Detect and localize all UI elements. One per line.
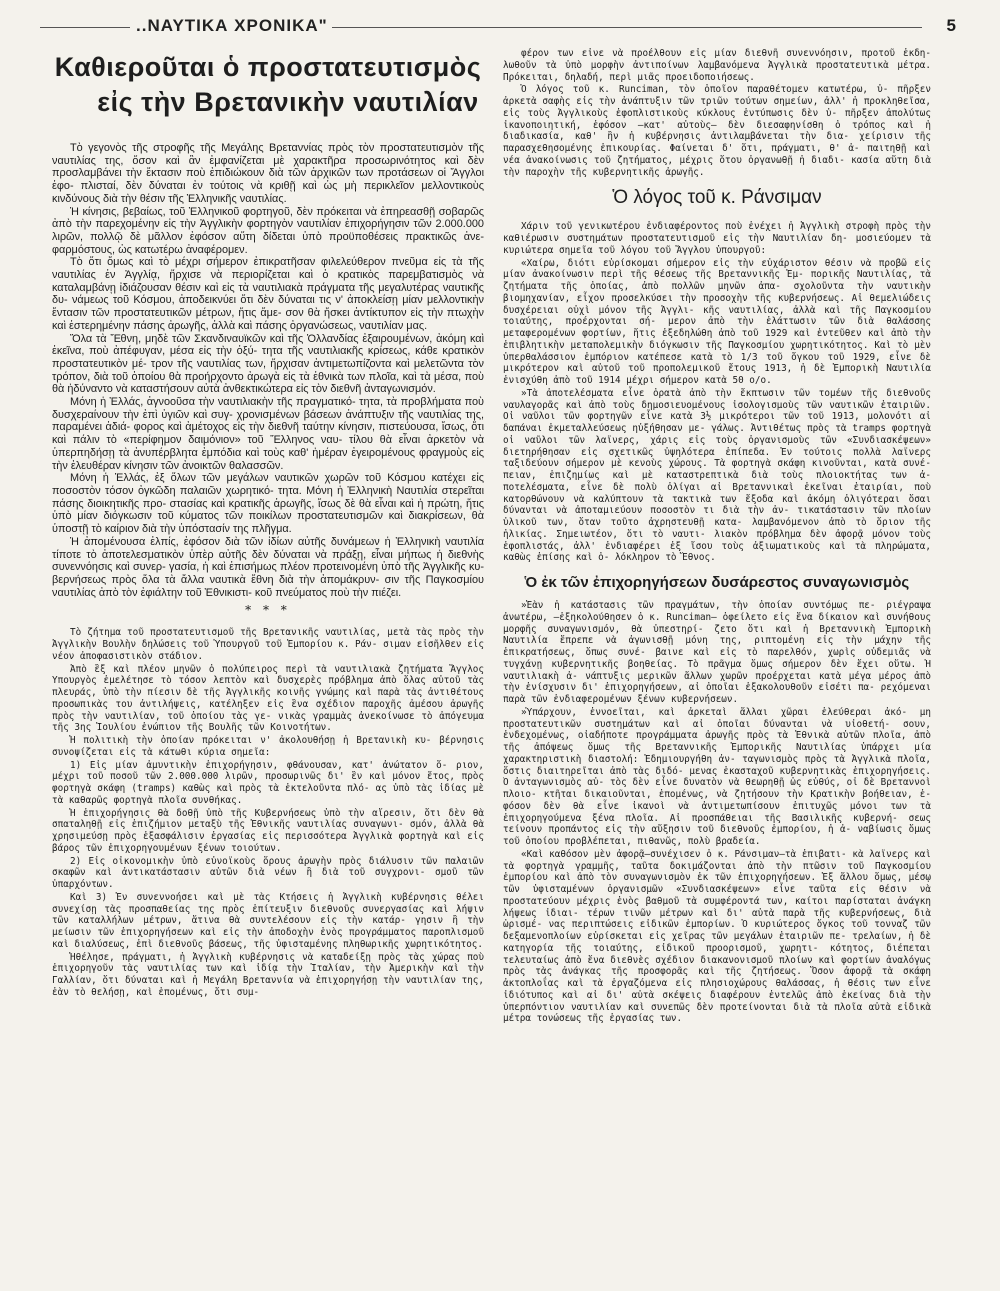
body-paragraph: Ἀπὸ ἓξ καὶ πλέον μηνῶν ὁ πολύπειρος περὶ τὰ ναυτιλιακὰ ζητήματα Ἄγγλος Ὑπουργὸς ἐμελέτησε τὸ τόσον λεπτὸν καὶ δυσχερὲς πρόβλημα ἀπὸ ὅλας αὐτοῦ τὰς πλευράς, ὑπὸ τὴν πίεσιν δὲ τῆς Ἀγγλικῆς κοινῆς γνώμης καὶ παρὰ τὰς ἀντιθέτους προσωπικὰς του ἀντιλήψεις, κατέληξεν εἰς ἓνα σχέδιον παροχῆς ἀμέσου ἀρωγῆς πρὸς τὴν ναυτιλίαν, τοῦ ὁποίου τὰς γε- νικὰς γραμμὰς ἀνεκοίνωσε τὸ ἀπόγευμα τῆς 3ης Ἰουλίου ἐνώπιον τῆς Βουλῆς τῶν Κοινοτήτων. [52,663,484,734]
body-paragraph: Τὸ ζήτημα τοῦ προστατευτισμοῦ τῆς Βρετανικῆς ναυτιλίας, μετὰ τὰς πρὸς τὴν Ἀγγλικὴν Βουλὴν δηλώσεις τοῦ Ὑπουργοῦ τοῦ Ἐμπορίου κ. Ράν- σιμαν εἰσῆλθεν εἰς νέον ἀποφασιστικὸν στάδιον. [52,627,484,662]
intro-paragraph: Ὅλα τὰ Ἔθνη, μηδὲ τῶν Σκανδιναυϊκῶν καὶ τῆς Ὁλλανδίας ἐξαιρουμένων, ἀκόμη καὶ ἐκεῖνα, ποὺ ἀπέφυγαν, μέσα εἰς τὴν ὀξύ- τητα τῆς ναυτιλιακῆς κρίσεως, κάθε κρατικὸν προστατευτικὸν μέ- τρον τῆς ναυτιλίας των, ἤρχισαν ἀντιμετωπίζοντα καὶ μελετῶντα τὸν τρόπον, διὰ τοῦ ὁποίου θὰ προήρχοντο ἀρωγὰ εἰς τὰ ἐθνικὰ των πλοῖα, καὶ τὰ μέσα, ποὺ θὰ ἠδύναντο νὰ καταστήσουν αὐτὰ ἀνθεκτικώτερα εἰς τὸν διεθνῆ ἀνταγωνισμόν. [52,332,484,396]
masthead: ..ΝΑΥΤΙΚΑ ΧΡΟΝΙΚΑ" [136,16,328,35]
speech-heading: Ὁ λόγος τοῦ κ. Ράνσιμαν [612,187,822,209]
body-paragraph: φέρον των εἶνε νὰ προέλθουν εἰς μίαν διεθνῆ συνεννόησιν, προτοῦ ἐκδη- λωθοῦν τὰ ὑπὸ μορφὴν ἀντιποίνων λαμβανόμενα Ἀγγλικὰ προστατευτικὰ μέτρα. Πρόκειται, δηλαδή, περὶ μιᾶς προειδοποιήσεως. [503,48,931,83]
left-column [52,48,484,1278]
article-title [52,50,484,120]
title-line-2: εἰς τὴν Βρετανικὴν ναυτιλίαν [97,87,479,117]
body-paragraph: Καὶ 3) Ἐν συνεννοήσει καὶ μὲ τὰς Κτήσεις ἡ Ἀγγλικὴ κυβέρνησις θέλει συνεχίσῃ τὰς προσπαθείας της πρὸς ἐπίτευξιν διεθνοῦς συνεργασίας καὶ λήψιν τῶν καταλλήλων μέτρων, ἅτινα θὰ συντελέσουν εἰς τὴν κατάρ- γησιν ἢ τὴν μείωσιν τῶν ἐπιχορηγήσεων καὶ εἰς τὴν ἀποδοχὴν ἑνὸς προγράμματος παροπλισμοῦ καὶ διαλύσεως, ἐπὶ διεθνοῦς βάσεως, τῆς ὑφισταμένης πληθωρικῆς χωρητικότητος. [52,891,484,950]
body-paragraph: «Καὶ καθόσον μὲν ἀφορᾷ—συνέχισεν ὁ κ. Ράνσιμαν—τὰ ἐπιβατι- κὰ λαϊνερς καὶ τὰ φορτηγὰ γραμμῆς, ταῦτα δοκιμάζονται ἀπὸ τὴν πτῶσιν τοῦ Παγκοσμίου ἐμπορίου καὶ ἀπὸ τὸν συναγωνισμὸν ἐκ τῶν ἐπιχορηγήσεων. Ἐξ ἄλλου ὅμως, μέσῳ τῶν ὑφισταμένων ὀργανισμῶν «Συνδιασκέψεων» εἶνε ταῦτα εἰς θέσιν νὰ προστατεύουν μέχρις ἑνὸς βαθμοῦ τὰ συμφέροντά των, καίτοι παρίσταται ἀνάγκη λήψεως ἰδιαι- τέρων τινῶν μέτρων καὶ δι' αὐτὰ παρὰ τῆς κυβερνήσεως, διὰ ὡρισμέ- νας περιπτώσεις εἰδικῶν ἐμπορίων. Ὁ κυριώτερος ὄγκος τοῦ τονναζ τῶν δεξαμενοπλοίων εὑρίσκεται εἰς χεῖρας τῶν μεγάλων ἑταιριῶν πε- τρελαίων, ἡ δὲ κατηγορία τῆς τοιαύτης, εἰδικοῦ προορισμοῦ, χωρητι- κότητος, διέπεται τελευταίως ἀπὸ ἕνα διεθνὲς σχέδιον διακανονισμοῦ πλοίων καὶ φορτίων ἀναλόγως πρὸς τὰς ἀνάγκας τῆς προσφορᾶς καὶ τῆς ζητήσεως. Ὅσον ἀφορᾷ τὰ σκάφη ἀκτοπλοΐας καὶ τὰ ἐργαζόμενα εἰς πλησιοχώρους θαλάσσας, ἡ θέσις των εἶνε ἰδιότυπος καὶ αἱ δι' αὐτὰ σκέψεις διαφέρουν ἐντελῶς ἀπὸ ἐκείνας διὰ τὴν ὑπερπόντιον ναυτιλίαν καὶ συνεπῶς δὲν προτείνονται διὰ τὰ πλοῖα αὐτὰ εἰδικὰ μέτρα τονώσεως τῆς ἐργασίας των. [503,848,931,1025]
body-paragraph: 1) Εἰς μίαν ἀμυντικὴν ἐπιχορήγησιν, φθάνουσαν, κατ' ἀνώτατον ὅ- ριον, μέχρι τοῦ ποσοῦ τῶν 2.000.000 λιρῶν, προσωρινῶς δι' ἓν καὶ μόνον ἔτος, πρὸς φορτηγὰ σκάφη (tramps) καθὼς καὶ πρὸς τὰ ἐκτελοῦντα πλό- ας ὑπὸ τὰς ἰδίας μὲ τὰ καθαρῶς φορτηγὰ πλοῖα συνθήκας. [52,759,484,806]
intro-paragraph: Τὸ ὅτι ὅμως καὶ τὸ μέχρι σήμερον ἐπικρατῆσαν φιλελεύθερον πνεῦμα εἰς τὰ τῆς ναυτιλίας ἐν Ἀγγλίᾳ, ἤρχισε νὰ περιορίζεται καὶ ὁ κρατικὸς παρεμβατισμὸς νὰ καταλαμβάνῃ ἰδιάζουσαν θέσιν καὶ εἰς τὰ ναυτιλιακὰ πράγματα τῆς μεγαλυτέρας ναυτικῆς δυ- νάμεως τοῦ Κόσμου, ἀποδεικνύει ὅτι δὲν δύναται τις ν' ἀποκλείσῃ μίαν μελλοντικὴν ἔντασιν τῶν προστατευτικῶν μέτρων, ἥτις ἄμε- σον θὰ ἤσκει ἀντίκτυπον εἰς τὴν πτωχὴν καὶ ἐστερημένην πάσης ἀρωγῆς, ἀλλὰ καὶ πάσης ὀργανώσεως, ναυτιλίαν μας. [52,256,484,332]
body-paragraph: »Ὑπάρχουν, ἐννοεῖται, καὶ ἀρκεταὶ ἄλλαι χῶραι ἐλεύθεραι ἀκό- μη προστατευτικῶν συστημάτων καὶ αἱ ὁποῖαι δύνανται νὰ υἱοθετή- σουν, ἐνδεχομένως, οἱαδήποτε προγράμματα ἀρωγῆς πρὸς τὰ Ἐθνικὰ αὐτῶν πλοῖα, ἀπὸ τῆς ἀπόψεως ὅμως τῆς Βρεταννικῆς Ἐμπορικῆς Ναυτιλίας ὑπάρχει μία χαρακτηριστικὴ διαστολή: Ἐδημιουργήθη ἀν- ταγωνισμὸς πρὸς τὰ Ἀγγλικὰ πλοῖα, ὅστις διαιτηρεῖται ἀπὸ τὰς διδό- μενας ἑκασταχοῦ κυβερνητικὰς ἐπιχορηγήσεις. Ὁ ἀνταγωνισμὸς αὐ- τὸς δὲν εἶνε δυνατὸν νὰ θεωρηθῇ ὡς εὐθύς, οἱ δὲ Βρεταννοὶ πλοιο- κτῆται δικαιοῦνται, ἑπομένως, νὰ ζητήσουν τὴν Κρατικὴν βοήθειαν, ἐ- φόσον δὲν θὰ εἶνε ἱκανοὶ νὰ ἀντιμετωπίσουν ἐπιτυχῶς μόνοι των τὰ ἐπιχορηγούμενα ξένα πλοῖα. Αἱ προσπάθειαι τῆς Βασιλικῆς κυβερνή- σεως τείνουν προπάντος εἰς τὴν αὔξησιν τοῦ διεθνοῦς ἐμπορίου, ἡ ἀ- ναβίωσις ὅμως τοῦ ὁποίου προβλέπεται, πιθανῶς, πολὺ βραδεία. [503,706,931,847]
right-column [503,48,931,1278]
body-paragraph: »Τὰ ἀποτελέσματα εἶνε ὁρατὰ ἀπὸ τὴν ἔκπτωσιν τῶν τομέων τῆς διεθνοῦς ναυλαγορᾶς καὶ ἀπὸ τοὺς δημοσιευομένους ἰσολογισμοὺς τῶν ναυτικῶν ἑταιριῶν. Οἱ ναῦλοι τῶν φορτηγῶν εἶνε κατὰ 3½ μικρότεροι τῶν τοῦ 1913, μολονότι αἱ δαπάναι ἐκμεταλλεύσεως ηὐξήθησαν με- γάλως. Ἀντιθέτως πρὸς τὰ tramps φορτηγὰ οἱ ναῦλοι τῶν λαϊνερς, χάρις εἰς τοὺς ὀργανισμοὺς τῶν «Συνδιασκέψεων» διετηρήθησαν εἰς σχετικῶς ὑψηλότερα ἐπίπεδα. Ἐν τούτοις πολλὰ λαϊνερς ταξιδεύουν σήμερον μὲ κενοὺς χώρους. Τὰ φορτηγὰ σκάφη κινοῦνται, κατὰ συνέ- πειαν, ἐπιζημίως καὶ μὲ καταστρεπτικὰ διὰ τοὺς πλοιοκτήτας των ἀ- ποτελέσματα, εἶνε δὲ πολὺ ὀλίγαι αἱ Βρεταννικαὶ ἐκεῖναι ἑταιρίαι, ποὺ κατορθώνουν νὰ καλύπτουν τὰ τακτικὰ των ἔξοδα καὶ ἀκόμη ὀλιγότεραι ὅσαι δύνανται νὰ ἀποταμιεύουν ποσοστὸν τι διὰ τὴν ἀν- τικατάστασιν τῶν πλοίων ὑλικοῦ των, ὅταν τοῦτο ἀχρηστευθῇ κατα- λαμβανόμενον ἀπὸ τὸ ὅριον τῆς ἡλικίας. Σημειωτέον, ὅτι τὸ ναυτι- λιακὸν πρόβλημα δὲν ἀφορᾷ μόνον τοὺς ἐφοπλιστάς, ἀλλ' ἐνδιαφέρει ἐξ ἴσου τοὺς ἀξιωματικοὺς καὶ τὰ πληρώματα, καθὼς ἐπίσης καὶ ὁ- λόκληρον τὸ Ἔθνος. [503,387,931,564]
intro-paragraph: Τὸ γεγονὸς τῆς στροφῆς τῆς Μεγάλης Βρεταννίας πρὸς τὸν προστατευτισμὸν τῆς ναυτιλίας της, ὅσον καὶ ἂν ἐμφανίζεται μὲ χαρακτῆρα προσωρινότητος καὶ δὲν προσλαμβάνει τὴν ἔκτασιν ποὺ ἐπιδιώκουν διὰ τῶν ἀρχικῶν των προτάσεων οἱ Ἄγγλοι ἐφο- πλισταί, δὲν δύναται ἐν τούτοις νὰ κριθῇ καὶ ὡς μὴ περικλεῖον μελλοντικοὺς κινδύνους διὰ τὴν θέσιν τῆς Ἑλληνικῆς ναυτιλίας. [52,142,484,205]
intro-paragraph: Ἡ κίνησις, βεβαίως, τοῦ Ἑλληνικοῦ φορτηγοῦ, δὲν πρόκειται νὰ ἐπηρεασθῇ σοβαρῶς ἀπὸ τὴν παρεχομένην εἰς τὴν Ἀγγλικὴν φορτηγὸν ναυτιλίαν ἐπιχορήγησιν τῶν 2.000.000 λιρῶν, πολλῷ δὲ μᾶλλον ἐφόσον αὕτη δίδεται ὑπὸ προϋποθέσεις πρακτικῶς ἀνε- φαρμόστους, ὡς κατωτέρω ἀναφέρομεν. [52,205,484,256]
title-line-1: Καθιεροῦται ὁ προστατευτισμὸς [54,52,482,82]
body-paragraph: Χάριν τοῦ γενικωτέρου ἐνδιαφέροντος ποὺ ἐνέχει ἡ Ἀγγλικὴ στροφὴ πρὸς τὴν καθιέρωσιν συστημάτων προστατευτισμοῦ εἰς τὴν Ναυτιλίαν δη- μοσιεύομεν τὰ κυριώτερα σημεῖα τοῦ λόγου τοῦ Ἄγγλου ὑπουργοῦ: [503,221,931,256]
body-paragraph: «Χαίρω, διότι εὑρίσκομαι σήμερον εἰς τὴν εὐχάριστον θέσιν νὰ προβῶ εἰς μίαν ἀνακοίνωσιν περὶ τῆς θέσεως τῆς Βρεταννικῆς Ἐμ- πορικῆς Ναυτιλίας, τὰ ζητήματα τῆς ὁποίας, ἀπὸ πολλῶν μηνῶν ἀπα- σχολοῦντα τὴν ναυτικὴν βιομηχανίαν, εἶχον προσελκύσει τὴν προσοχὴν τῆς κυβερνήσεως. Αἱ θεμελιώδεις δυσχέρειαι οὐχὶ μόνον τῆς Ἀγγλι- κῆς ναυτιλίας, ἀλλὰ καὶ τῆς Παγκοσμίου τοιαύτης, προέρχονται σή- μερον ἀπὸ τὴν ἐλάττωσιν τῶν διὰ θαλάσσης μεταφερομένων φορτίων, ἥτις ἐξεδηλώθη ἀπὸ τοῦ 1929 καὶ ἐντεῦθεν καὶ ἀπὸ τὴν ἐπιβλητικὴν μεταπολεμικὴν διόγκωσιν τῆς Παγκοσμίου χωρητικότητος. Καὶ τὸ μὲν ὑπερθαλάσσιον ἐμπόριον κατέπεσε κατὰ τὸ 1/3 τοῦ ὄγκου τοῦ 1929, εἶνε δὲ μικρότερον καὶ αὐτοῦ τοῦ προπολεμικοῦ ἔτους 1913, ἡ δὲ Ἐμπορικὴ Ναυτιλία ἐνισχύθη ἀπὸ τοῦ 1914 μέχρι σήμερον κατὰ 50 ο/ο. [503,257,931,386]
intro-paragraph: Μόνη ἡ Ἑλλάς, ἐξ ὅλων τῶν μεγάλων ναυτικῶν χωρῶν τοῦ Κόσμου κατέχει εἰς ποσοστὸν τόσον ὀγκῶδη παλαιῶν χωρητικό- τητα. Μόνη ἡ Ἑλληνικὴ Ναυτιλία στερεῖται πάσης διοικητικῆς προ- στασίας καὶ κρατικῆς ἀρωγῆς, ἴσως δὲ θὰ εἶναι καὶ ἡ πρώτη, ἥτις ὑπὸ μίαν διόγκωσιν τοῦ κύματος τῶν ποικίλων προστατευτισμῶν καὶ διακρίσεων, θὰ ὑποστῇ τὸ καίριον διὰ τὴν ὑπόστασίν της πλῆγμα. [52,472,484,536]
body-paragraph: Ἠθέλησε, πράγματι, ἡ Ἀγγλικὴ κυβέρνησις νὰ καταδείξῃ πρὸς τὰς χώρας ποὺ ἐπιχορηγοῦν τὰς ναυτιλίας των καὶ ἰδίᾳ τὴν Ἰταλίαν, τὴν Ἀμερικὴν καὶ τὴν Γαλλίαν, ὅτι δύναται καὶ ἡ Μεγάλη Βρεταννία νὰ ἐπιχορηγήσῃ τὴν ναυτιλίαν της, ἐὰν τὸ θελήσῃ, καὶ ἑπομένως, ὅτι συμ- [52,951,484,998]
body-paragraph: 2) Εἰς οἰκονομικὴν ὑπὸ εὐνοϊκοὺς ὅρους ἀρωγὴν πρὸς διάλυσιν τῶν παλαιῶν σκαφῶν καὶ ἀντικατάστασιν αὐτῶν διὰ νέων ἢ διὰ τοῦ συγχρονι- σμοῦ τῶν ὑπαρχόντων. [52,855,484,891]
page-number: 5 [946,16,956,35]
body-paragraph: »Ἐὰν ἡ κατάστασις τῶν πραγμάτων, τὴν ὁποίαν συντόμως πε- ριέγραψα ἀνωτέρω, —ἐξηκολούθησεν ὁ κ. Runciman— ὀφείλετο εἰς ἕνα δίκαιον καὶ συνήθους μορφῆς συναγωνισμόν, θὰ ὑπεστηρί- ζετο ὅτι καὶ ἡ Βρεταννικὴ Ἐμπορικὴ Ναυτιλία ἔπρεπε νὰ ἀγωνισθῇ μόνη της, ριπτομένη εἰς τὴν μάχην τῆς ἐπικρατήσεως, ὅπως συνέ- βαινε καὶ εἰς τὸ παρελθόν, χωρὶς οὐδεμιᾶς νὰ τυγχάνῃ κυβερνητικῆς βοηθείας. Τὸ πρᾶγμα ὅμως σήμερον δὲν ἔχει οὕτω. Ἡ ναυτιλιακὴ ἀ- νάπτυξις μερικῶν ἄλλων χωρῶν προέρχεται κατὰ μέγα μέρος ἀπὸ τὴν ἐνίσχυσιν δι' ἐπιχορηγήσεων, αἱ ὁποῖαι ἐξακολουθοῦν εἰσέτι πα- ρεχόμεναι παρὰ τῶν ἐνδιαφερομένων ξένων κυβερνήσεων. [503,600,931,705]
page-header [40,16,970,42]
header-rule-right [332,27,922,28]
body-paragraph: Ἡ ἐπιχορήγησις θὰ δοθῇ ὑπὸ τῆς Κυβερνήσεως ὑπὸ τὴν αἵρεσιν, ὅτι δὲν θὰ σπαταληθῇ εἰς ἐπιζήμιον μεταξὺ τῆς Ἐθνικῆς ναυτιλίας συναγωνι- σμόν, ἀλλὰ θὰ χρησιμεύσῃ πρὸς ἐξασφάλισιν ἐργασίας εἰς περισσότερα Ἀγγλικὰ φορτηγὰ καὶ εἰς βάρος τῶν ἐπιχορηγουμένων ξένων τοιούτων. [52,807,484,854]
body-paragraph: Ὁ λόγος τοῦ κ. Runciman, τὸν ὁποῖον παραθέτομεν κατωτέρω, ὑ- πῆρξεν ἀρκετὰ σαφὴς εἰς τὴν ἀνάπτυξιν τῶν τριῶν τούτων σημείων, ἀλλ' ἡ προκληθεῖσα, εἰς τοὺς Ἀγγλικοὺς ἐφοπλιστικοὺς κύκλους ἐντύπωσις δὲν ὑ- πῆρξεν ἀπολύτως ἱκανοποιητική, ἐφόσον —κατ' αὐτοὺς— δὲν διεσαφηνίσθη ὁ τρόπος καὶ ἡ διαδικασία, καθ' ἣν ἡ κυβέρνησις ἀντιλαμβάνεται τὴν δια- χείρισιν τῆς παρασχεθησομένης ἐπικουρίας. Φαίνεται δ' ὅτι, πράγματι, θ' ἀ- παιτηθῇ καὶ νέα ἀνακοίνωσις τοῦ ζητήματος, μέχρις ὅτου ὀργανωθῇ ἡ διαδι- κασία αὕτη διὰ τὴν παροχὴν τῆς κυβερνητικῆς ἀρωγῆς. [503,84,931,178]
competition-heading: Ὁ ἐκ τῶν ἐπιχορηγήσεων δυσάρεστος συναγωνισμὸς [524,574,910,591]
intro-paragraph: Ἡ ἀπομένουσα ἐλπίς, ἐφόσον διὰ τῶν ἰδίων αὐτῆς δυνάμεων ἡ Ἑλληνικὴ ναυτιλία τίποτε τὸ ἀποτελεσματικὸν ὑπὲρ αὐτῆς δὲν δύναται νὰ πράξῃ, εἶναι μήπως ἡ διεθνὴς συνεννόησις καὶ συνερ- γασία, ἡ καὶ ἐπισήμως πλέον προτεινομένη ὑπὸ τῆς Ἀγγλικῆς κυ- βερνήσεως πρὸς ὅλα τὰ ἄλλα ναυτικὰ ἔθνη διὰ τὴν ἀπομάκρυν- σιν τῆς Παγκοσμίου ναυτιλίας ἀπὸ τὸν ἐφιάλτην τοῦ Ἐθνικιστι- κοῦ πνεύματος ποὺ τὴν πιέζει. [52,535,484,599]
body-paragraph: Ἡ πολιτικὴ τὴν ὁποίαν πρόκειται ν' ἀκολουθήσῃ ἡ Βρετανικὴ κυ- βέρνησις συνοψίζεται εἰς τὰ κάτωθι κύρια σημεῖα: [52,735,484,758]
header-rule-left [40,27,130,28]
intro-paragraph: Μόνη ἡ Ἑλλάς, ἀγνοοῦσα τὴν ναυτιλιακὴν τῆς πραγματικό- τητα, τὰ προβλήματα ποὺ δυσχεραίνουν τὴν ἐπὶ ὑγιῶν καὶ συγ- χρονισμένων βάσεων ἀνάπτυξιν τῆς ναυτιλίας της, παραμένει ἀδιά- φορος καὶ ἀμέτοχος εἰς τὴν διεθνῆ ταύτην κίνησιν, πιστεύουσα, ἴσως, ὅτι καὶ πάλιν τὸ «περίφημον δαιμόνιον» τοῦ Ἕλληνος ναυ- τίλου θὰ εἶναι ἀρκετὸν νὰ ὑπερπηδήσῃ τὰ ἀνυπέρβλητα ἐμπόδια καὶ τοὺς καθ' ἡμέραν ἐγειρομένους φραγμοὺς εἰς τὴν ἐλευθέραν κίνησιν τῶν ἀνοικτῶν θαλασσῶν. [52,396,484,472]
section-separator: * * * [245,603,291,618]
